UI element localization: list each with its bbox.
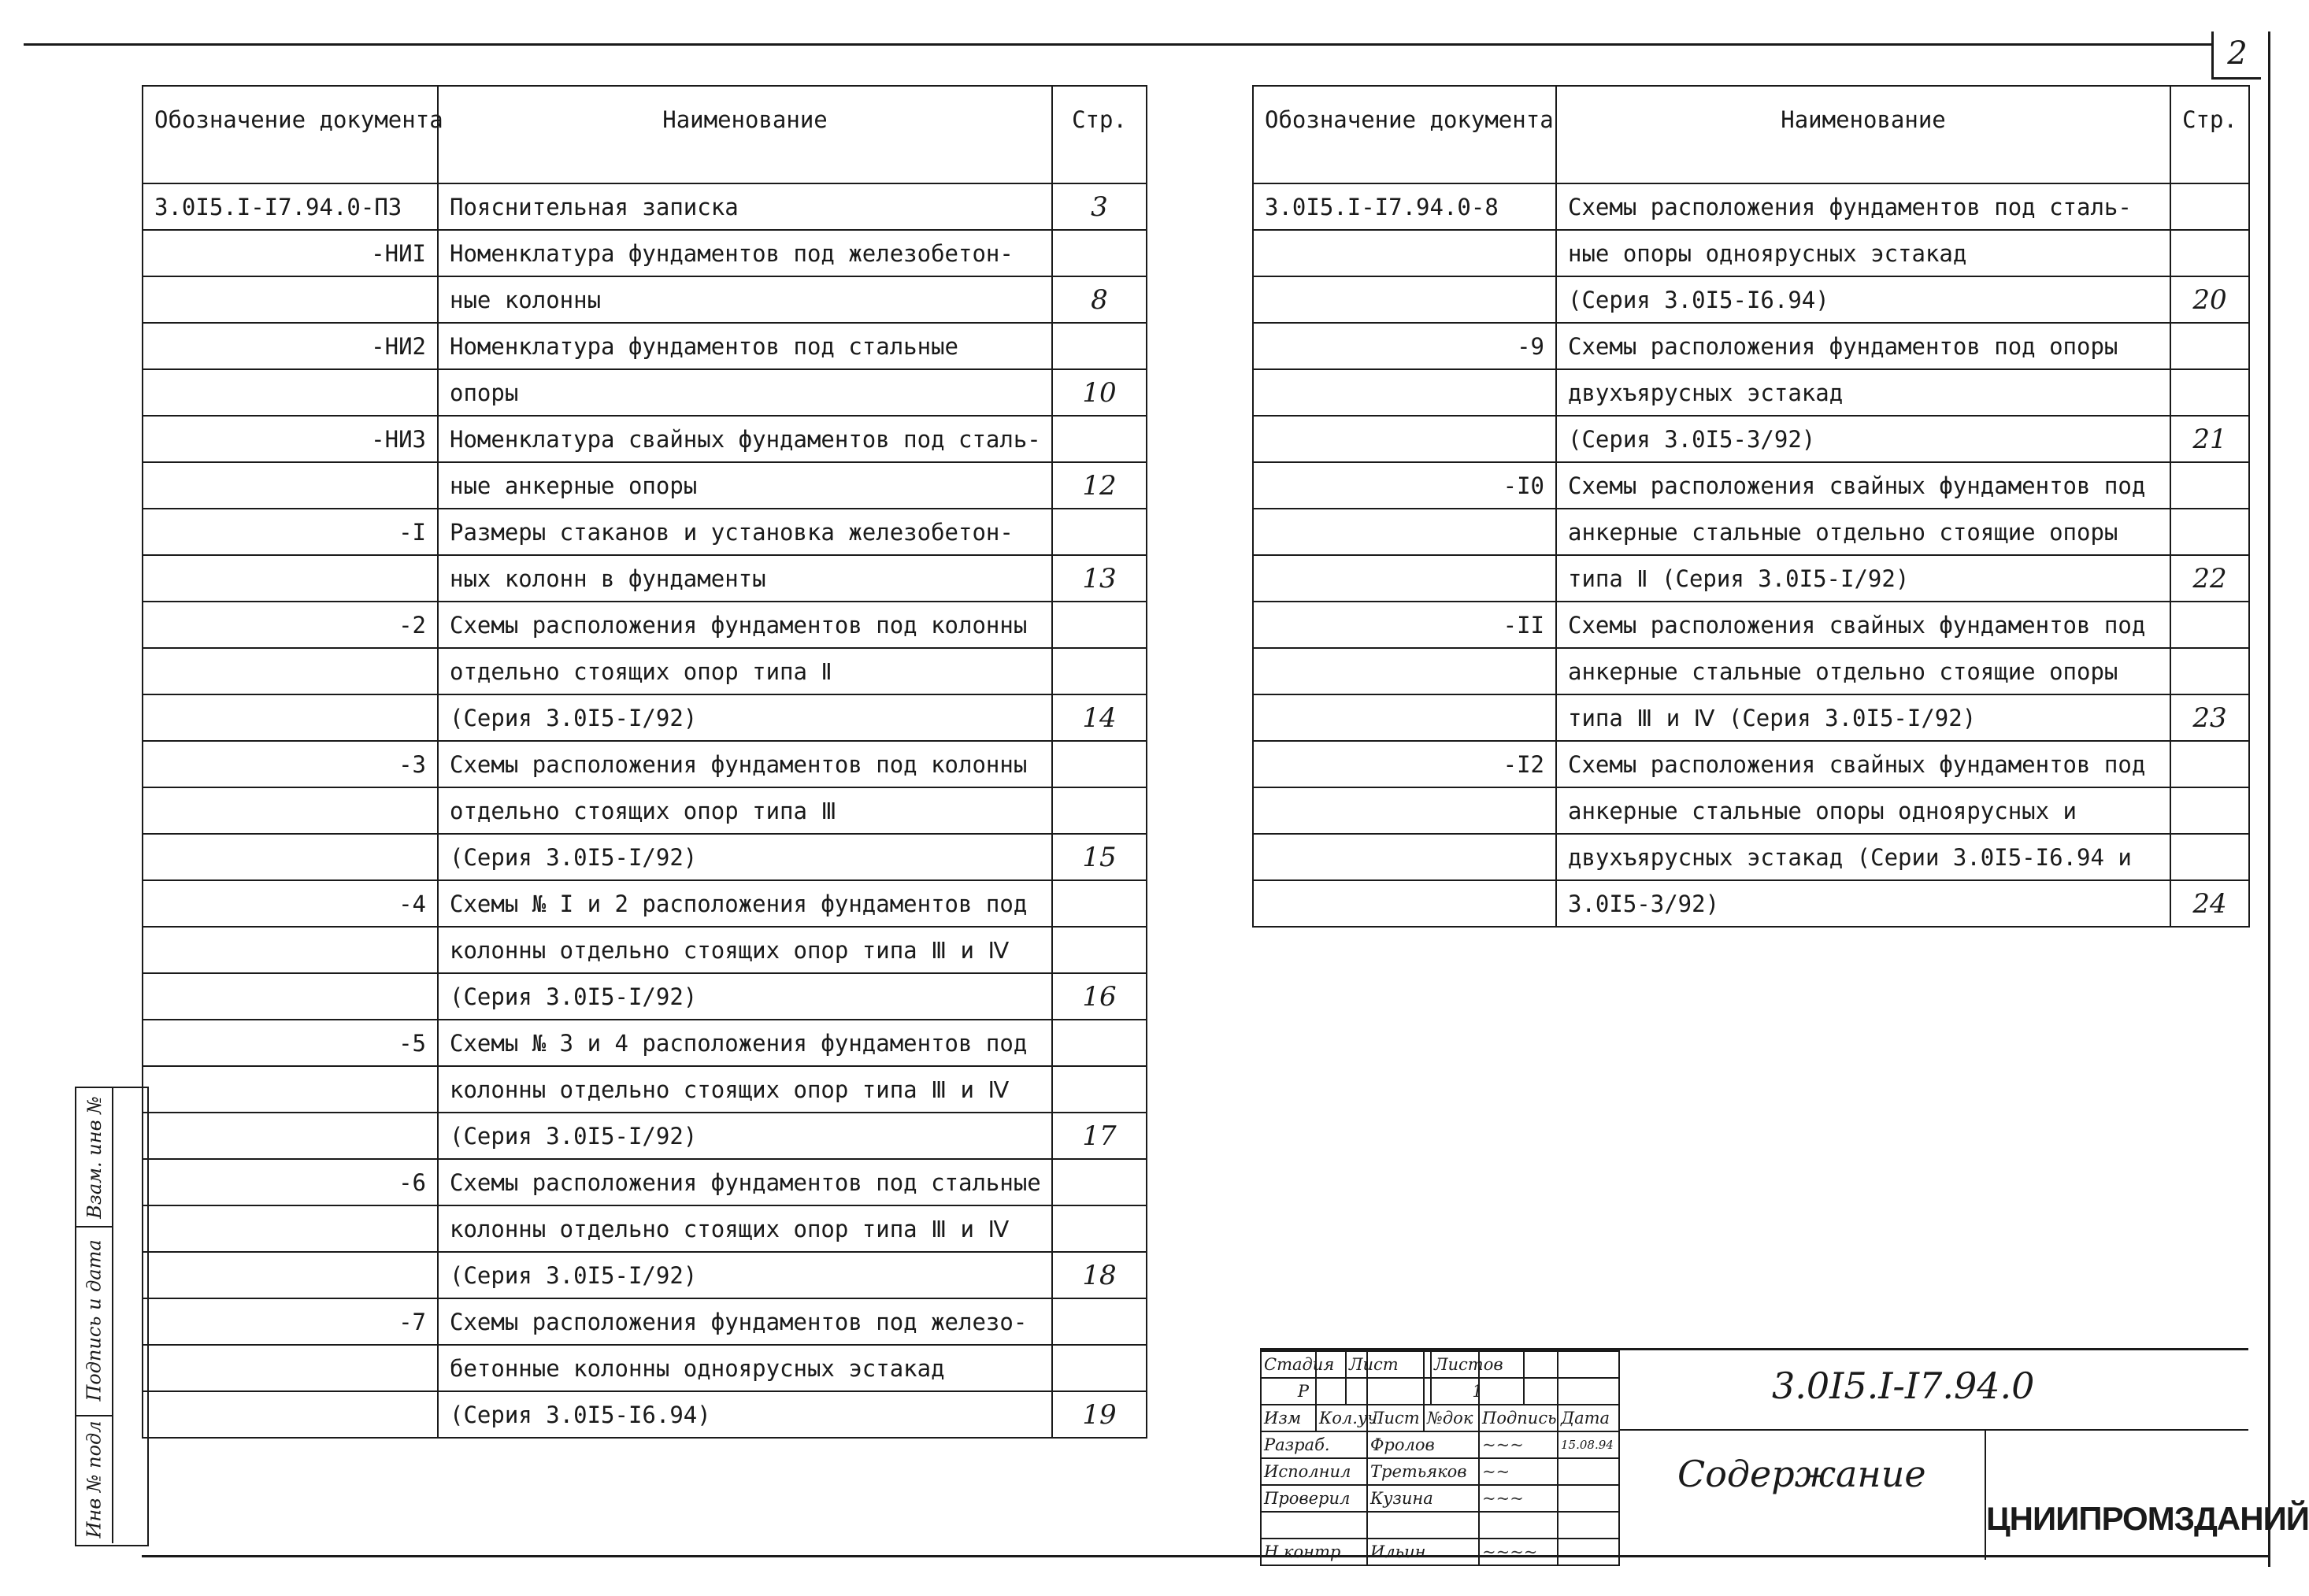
table-row	[143, 927, 1147, 973]
page-cell	[2170, 323, 2249, 369]
table-row	[1253, 648, 2249, 694]
table-row	[1253, 880, 2249, 927]
page-cell: 18	[1052, 1252, 1147, 1298]
header-name: Наименование	[1556, 86, 2170, 183]
name-cell: (Серия 3.0I5-I/92)	[438, 834, 1052, 880]
name-cell: анкерные стальные опоры одноярусных и	[1556, 787, 2170, 834]
name-cell: (Серия 3.0I5-I/92)	[438, 1113, 1052, 1159]
designation-cell	[143, 1345, 438, 1391]
signature-scribble: ~~	[1479, 1458, 1558, 1485]
name-cell: Номенклатура свайных фундаментов под сталь-	[438, 416, 1052, 462]
name-cell: ные колонны	[438, 276, 1052, 323]
person-name: Третьяков	[1367, 1458, 1479, 1485]
designation-cell: -НИI	[143, 230, 438, 276]
signature-scribble: ~~~~	[1479, 1539, 1558, 1565]
title-block	[1260, 1348, 2309, 1561]
person-name: Кузина	[1367, 1485, 1479, 1512]
designation-cell	[143, 648, 438, 694]
designation-cell	[143, 1252, 438, 1298]
sheet-number: 2	[2211, 31, 2261, 80]
designation-cell	[1253, 369, 1556, 416]
table-row	[143, 1066, 1147, 1113]
frame-right-line	[2268, 31, 2270, 1567]
page-cell: 15	[1052, 834, 1147, 880]
frame-top-line	[24, 43, 2213, 46]
header-page: Стр.	[1052, 86, 1147, 183]
signature-row	[1261, 1431, 1619, 1458]
person-name: Ильин	[1367, 1539, 1479, 1565]
designation-cell	[143, 834, 438, 880]
name-cell: Схемы расположения свайных фундаментов под	[1556, 602, 2170, 648]
page-cell: 14	[1052, 694, 1147, 741]
designation-cell	[143, 462, 438, 509]
designation-cell	[143, 787, 438, 834]
name-cell: колонны отдельно стоящих опор типа Ⅲ и Ⅳ	[438, 1066, 1052, 1113]
col-header: Подпись	[1479, 1405, 1558, 1431]
table-row	[143, 509, 1147, 555]
page-cell: 24	[2170, 880, 2249, 927]
page-cell: 10	[1052, 369, 1147, 416]
table-row	[143, 834, 1147, 880]
document-title: Содержание	[1677, 1453, 1926, 1495]
designation-cell: -7	[143, 1298, 438, 1345]
sheet-value	[1346, 1378, 1431, 1405]
designation-cell	[1253, 509, 1556, 555]
role: Н контр	[1261, 1539, 1367, 1565]
page-cell: 23	[2170, 694, 2249, 741]
page-cell	[1052, 1020, 1147, 1066]
table-row	[143, 1252, 1147, 1298]
table-row	[143, 1345, 1147, 1391]
name-cell: Схемы расположения свайных фундаментов под	[1556, 741, 2170, 787]
signature-row	[1261, 1458, 1619, 1485]
table-row	[143, 416, 1147, 462]
name-cell: ные анкерные опоры	[438, 462, 1052, 509]
page-cell	[2170, 648, 2249, 694]
name-cell: двухъярусных эстакад	[1556, 369, 2170, 416]
table-row	[143, 602, 1147, 648]
header-designation: Обозначение документа	[1253, 86, 1556, 183]
table-header-row	[1253, 86, 2249, 183]
name-cell: колонны отдельно стоящих опор типа Ⅲ и Ⅳ	[438, 927, 1052, 973]
name-cell: (Серия 3.0I5-I6.94)	[1556, 276, 2170, 323]
name-cell: Схемы расположения фундаментов под опоры	[1556, 323, 2170, 369]
table-row	[1253, 602, 2249, 648]
table-row	[143, 741, 1147, 787]
page-cell	[2170, 230, 2249, 276]
document-code: 3.0I5.I-I7.94.0	[1772, 1365, 2035, 1407]
name-cell: ные опоры одноярусных эстакад	[1556, 230, 2170, 276]
page-cell	[1052, 1159, 1147, 1205]
col-header: Изм	[1261, 1405, 1316, 1431]
name-cell: Схемы расположения фундаментов под сталь-	[1556, 183, 2170, 230]
table-row	[1253, 462, 2249, 509]
side-label: Инв № подл	[83, 1420, 106, 1539]
date: 15.08.94	[1558, 1431, 1619, 1458]
page-cell	[1052, 1345, 1147, 1391]
table-row	[1253, 183, 2249, 230]
name-cell: Схемы расположения фундаментов под колонны	[438, 602, 1052, 648]
designation-cell	[143, 694, 438, 741]
table-row	[143, 1391, 1147, 1438]
page-cell	[2170, 462, 2249, 509]
signature-header-row	[1261, 1405, 1619, 1431]
right-table-body	[1253, 183, 2249, 927]
stage-value: Р	[1261, 1378, 1346, 1405]
name-cell: Схемы расположения свайных фундаментов под	[1556, 462, 2170, 509]
name-cell: Размеры стаканов и установка железобетон-	[438, 509, 1052, 555]
right-contents-table	[1252, 85, 2250, 928]
table-row	[143, 1298, 1147, 1345]
table-row	[1253, 276, 2249, 323]
table-row	[143, 369, 1147, 416]
table-row	[143, 880, 1147, 927]
designation-cell: -4	[143, 880, 438, 927]
signature-scribble: ~~~	[1479, 1431, 1558, 1458]
table-row	[1253, 323, 2249, 369]
name-cell: Номенклатура фундаментов под железобетон-	[438, 230, 1052, 276]
page-cell	[1052, 787, 1147, 834]
page-cell	[2170, 834, 2249, 880]
page-cell: 22	[2170, 555, 2249, 602]
name-cell: (Серия 3.0I5-I/92)	[438, 1252, 1052, 1298]
name-cell: опоры	[438, 369, 1052, 416]
table-row	[143, 1020, 1147, 1066]
designation-cell	[1253, 880, 1556, 927]
page-cell	[2170, 787, 2249, 834]
name-cell: (Серия 3.0I5-I/92)	[438, 973, 1052, 1020]
page-cell	[1052, 323, 1147, 369]
role: Исполнил	[1261, 1458, 1367, 1485]
page-cell	[1052, 416, 1147, 462]
stage-box	[1260, 1350, 1525, 1405]
side-cell-replace-inv	[76, 1088, 113, 1228]
name-cell: Пояснительная записка	[438, 183, 1052, 230]
designation-cell: 3.0I5.I-I7.94.0-8	[1253, 183, 1556, 230]
table-row	[143, 462, 1147, 509]
designation-cell	[1253, 276, 1556, 323]
designation-cell	[143, 1205, 438, 1252]
name-cell: Схемы расположения фундаментов под железо-	[438, 1298, 1052, 1345]
table-row	[1253, 741, 2249, 787]
stage-header: Стадия	[1261, 1351, 1346, 1378]
designation-cell: -6	[143, 1159, 438, 1205]
signature-row	[1261, 1485, 1619, 1512]
designation-cell	[1253, 834, 1556, 880]
signature-scribble: ~~~	[1479, 1485, 1558, 1512]
col-header: Лист	[1367, 1405, 1424, 1431]
side-cell-signature-date	[76, 1226, 113, 1416]
page-cell	[1052, 1298, 1147, 1345]
designation-cell: -5	[143, 1020, 438, 1066]
table-row	[1253, 555, 2249, 602]
table-row	[143, 1159, 1147, 1205]
page-cell	[2170, 509, 2249, 555]
person-name: Фролов	[1367, 1431, 1479, 1458]
designation-cell: -I2	[1253, 741, 1556, 787]
page-cell: 8	[1052, 276, 1147, 323]
role: Проверил	[1261, 1485, 1367, 1512]
designation-cell	[143, 973, 438, 1020]
page-cell	[2170, 369, 2249, 416]
table-row	[1253, 509, 2249, 555]
page-cell	[1052, 741, 1147, 787]
designation-cell	[143, 927, 438, 973]
designation-cell: -9	[1253, 323, 1556, 369]
designation-cell: 3.0I5.I-I7.94.0-ПЗ	[143, 183, 438, 230]
name-cell: (Серия 3.0I5-I6.94)	[438, 1391, 1052, 1438]
page-cell	[2170, 602, 2249, 648]
side-label: Подпись и дата	[83, 1239, 106, 1402]
table-row	[143, 787, 1147, 834]
col-header: Кол.уч	[1316, 1405, 1367, 1431]
table-row	[143, 230, 1147, 276]
designation-cell: -I0	[1253, 462, 1556, 509]
page-cell: 21	[2170, 416, 2249, 462]
table-row	[143, 555, 1147, 602]
header-designation: Обозначение документа	[143, 86, 438, 183]
side-label: Взам. инв №	[83, 1095, 106, 1219]
table-row	[143, 183, 1147, 230]
table-row	[143, 276, 1147, 323]
designation-cell	[143, 369, 438, 416]
page-cell: 17	[1052, 1113, 1147, 1159]
table-header-row	[143, 86, 1147, 183]
designation-cell	[143, 1113, 438, 1159]
page-cell	[1052, 509, 1147, 555]
designation-cell: -2	[143, 602, 438, 648]
page-cell	[1052, 230, 1147, 276]
sheet-header: Лист	[1346, 1351, 1431, 1378]
page-cell: 16	[1052, 973, 1147, 1020]
signature-row	[1261, 1539, 1619, 1565]
table-row	[1253, 834, 2249, 880]
designation-cell	[1253, 648, 1556, 694]
page-cell	[1052, 648, 1147, 694]
table-row	[1253, 787, 2249, 834]
page-cell: 13	[1052, 555, 1147, 602]
page-cell	[1052, 1205, 1147, 1252]
table-row	[143, 648, 1147, 694]
designation-cell	[1253, 694, 1556, 741]
designation-cell	[143, 555, 438, 602]
header-name: Наименование	[438, 86, 1052, 183]
page-cell: 3	[1052, 183, 1147, 230]
designation-cell	[1253, 416, 1556, 462]
name-cell: бетонные колонны одноярусных эстакад	[438, 1345, 1052, 1391]
designation-cell	[1253, 555, 1556, 602]
page-cell: 12	[1052, 462, 1147, 509]
table-row	[1253, 369, 2249, 416]
designation-cell	[143, 1391, 438, 1438]
name-cell: типа Ⅲ и Ⅳ (Серия 3.0I5-I/92)	[1556, 694, 2170, 741]
name-cell: Номенклатура фундаментов под стальные	[438, 323, 1052, 369]
role: Разраб.	[1261, 1431, 1367, 1458]
designation-cell: -3	[143, 741, 438, 787]
col-header: Дата	[1558, 1405, 1619, 1431]
name-cell: типа Ⅱ (Серия 3.0I5-I/92)	[1556, 555, 2170, 602]
sheets-header: Листов	[1431, 1351, 1524, 1378]
table-row	[1253, 694, 2249, 741]
header-page: Стр.	[2170, 86, 2249, 183]
organization-name: ЦНИИПРОМЗДАНИЙ	[1986, 1500, 2309, 1537]
page-cell	[1052, 1066, 1147, 1113]
page-cell	[2170, 741, 2249, 787]
designation-cell	[1253, 230, 1556, 276]
designation-cell	[143, 276, 438, 323]
page-cell	[2170, 183, 2249, 230]
left-contents-table	[142, 85, 1147, 1439]
table-row	[143, 694, 1147, 741]
table-row	[1253, 416, 2249, 462]
table-row	[143, 1113, 1147, 1159]
left-table-body	[143, 183, 1147, 1438]
page-cell	[1052, 880, 1147, 927]
name-cell: (Серия 3.0I5-3/92)	[1556, 416, 2170, 462]
name-cell: колонны отдельно стоящих опор типа Ⅲ и Ⅳ	[438, 1205, 1052, 1252]
name-cell: Схемы расположения фундаментов под стальные	[438, 1159, 1052, 1205]
table-row	[143, 1205, 1147, 1252]
name-cell: (Серия 3.0I5-I/92)	[438, 694, 1052, 741]
table-row	[143, 973, 1147, 1020]
name-cell: 3.0I5-3/92)	[1556, 880, 2170, 927]
col-header: №док	[1424, 1405, 1479, 1431]
designation-cell: -НИ2	[143, 323, 438, 369]
name-cell: анкерные стальные отдельно стоящие опоры	[1556, 509, 2170, 555]
name-cell: ных колонн в фундаменты	[438, 555, 1052, 602]
designation-cell	[1253, 787, 1556, 834]
designation-cell: -НИЗ	[143, 416, 438, 462]
name-cell: Схемы № I и 2 расположения фундаментов под	[438, 880, 1052, 927]
designation-cell: -II	[1253, 602, 1556, 648]
name-cell: отдельно стоящих опор типа Ⅲ	[438, 787, 1052, 834]
name-cell: Схемы № 3 и 4 расположения фундаментов под	[438, 1020, 1052, 1066]
side-stamp-strip	[75, 1087, 149, 1546]
sheets-value: 1	[1431, 1378, 1524, 1405]
page-cell: 19	[1052, 1391, 1147, 1438]
name-cell: двухъярусных эстакад (Серии 3.0I5-I6.94 и	[1556, 834, 2170, 880]
table-row	[1253, 230, 2249, 276]
name-cell: отдельно стоящих опор типа Ⅱ	[438, 648, 1052, 694]
table-row	[143, 323, 1147, 369]
side-cell-original-inv	[76, 1415, 113, 1543]
page-cell	[1052, 927, 1147, 973]
designation-cell: -I	[143, 509, 438, 555]
page-cell	[1052, 602, 1147, 648]
name-cell: Схемы расположения фундаментов под колонны	[438, 741, 1052, 787]
page-cell: 20	[2170, 276, 2249, 323]
name-cell: анкерные стальные отдельно стоящие опоры	[1556, 648, 2170, 694]
designation-cell	[143, 1066, 438, 1113]
